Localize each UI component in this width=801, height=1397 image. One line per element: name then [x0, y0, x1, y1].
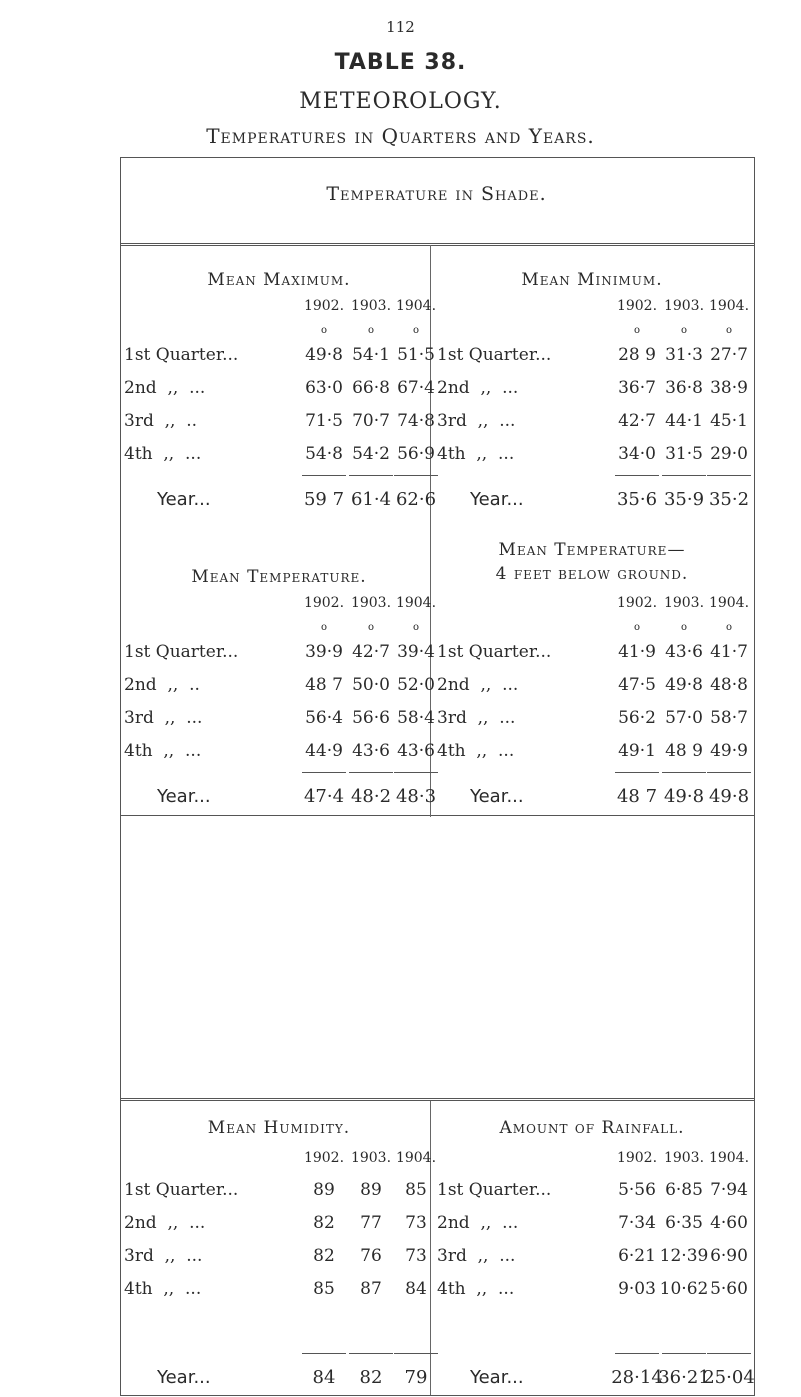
table-cell: 10·62	[659, 1279, 709, 1299]
table-cell: 49·1	[618, 741, 656, 761]
table-cell: 48·8	[710, 675, 748, 695]
divider-middle	[120, 815, 754, 816]
year-total-value: 47·4	[303, 786, 345, 807]
divider-bottom	[120, 1098, 754, 1101]
panel-title: Mean Minimum.	[521, 270, 663, 290]
year-total-label: Year...	[157, 786, 211, 807]
year-total-value: 48·3	[395, 786, 437, 807]
quarter-label: 3rd ,, ...	[124, 1246, 203, 1266]
quarter-label: 4th ,, ...	[437, 1279, 515, 1299]
table-cell: 58·4	[397, 708, 435, 728]
quarter-label: 2nd ,, ..	[124, 675, 200, 695]
table-cell: 67·4	[397, 378, 435, 398]
table-cell: 85	[405, 1180, 427, 1200]
year-header: 1903.	[350, 595, 392, 611]
table-cell: 54·2	[352, 444, 390, 464]
table-cell: 58·7	[710, 708, 748, 728]
table-cell: 89	[360, 1180, 382, 1200]
year-header: 1904.	[708, 298, 750, 314]
sum-rule	[302, 475, 346, 476]
sum-rule	[707, 772, 751, 773]
degree-mark: o	[680, 622, 688, 633]
year-header: 1904.	[708, 1150, 750, 1166]
quarter-label: 3rd ,, ..	[124, 411, 198, 431]
table-cell: 4·60	[710, 1213, 748, 1233]
divider-top	[120, 243, 754, 246]
quarter-label: 4th ,, ...	[437, 741, 515, 761]
sum-rule	[662, 1353, 706, 1354]
year-total-value: 35·9	[663, 489, 705, 510]
table-cell: 7·94	[710, 1180, 748, 1200]
degree-mark: o	[320, 622, 328, 633]
panel-title-line1: Mean Temperature—	[498, 540, 686, 560]
year-header: 1903.	[663, 298, 705, 314]
table-cell: 36·8	[665, 378, 703, 398]
panel-title: Mean Maximum.	[207, 270, 351, 290]
page-number: 112	[386, 18, 415, 36]
table-cell: 49·9	[710, 741, 748, 761]
quarter-label: 4th ,, ...	[124, 444, 202, 464]
year-header: 1904.	[708, 595, 750, 611]
degree-mark: o	[725, 325, 733, 336]
year-header: 1902.	[303, 595, 345, 611]
table-cell: 56·6	[352, 708, 390, 728]
main-title: METEOROLOGY.	[299, 89, 502, 114]
quarter-label: 1st Quarter...	[437, 1180, 552, 1200]
quarter-label: 3rd ,, ...	[437, 1246, 516, 1266]
table-cell: 52·0	[397, 675, 435, 695]
year-header: 1902.	[616, 1150, 658, 1166]
table-cell: 48 9	[665, 741, 703, 761]
table-cell: 6·21	[618, 1246, 656, 1266]
panel-title: Mean Temperature.	[191, 567, 367, 587]
table-cell: 31·3	[665, 345, 703, 365]
sum-rule	[662, 772, 706, 773]
table-cell: 54·8	[305, 444, 343, 464]
year-total-value: 62·6	[395, 489, 437, 510]
year-total-label: Year...	[470, 786, 524, 807]
year-total-value: 36·21	[658, 1367, 710, 1388]
table-cell: 6·35	[665, 1213, 703, 1233]
year-header: 1902.	[303, 1150, 345, 1166]
table-cell: 5·60	[710, 1279, 748, 1299]
quarter-label: 2nd ,, ...	[124, 378, 206, 398]
quarter-label: 2nd ,, ...	[437, 675, 519, 695]
quarter-label: 1st Quarter...	[124, 345, 239, 365]
degree-mark: o	[633, 325, 641, 336]
divider-base	[120, 1395, 754, 1396]
year-total-value: 35·2	[708, 489, 750, 510]
degree-mark: o	[725, 622, 733, 633]
quarter-label: 1st Quarter...	[124, 642, 239, 662]
table-cell: 82	[313, 1246, 335, 1266]
year-header: 1904.	[395, 595, 437, 611]
quarter-label: 2nd ,, ...	[124, 1213, 206, 1233]
sum-rule	[394, 475, 438, 476]
degree-mark: o	[633, 622, 641, 633]
table-cell: 57·0	[665, 708, 703, 728]
year-total-value: 25·04	[703, 1367, 755, 1388]
table-cell: 50·0	[352, 675, 390, 695]
year-total-value: 59 7	[303, 489, 345, 510]
year-header: 1902.	[616, 595, 658, 611]
panel-title: Mean Humidity.	[207, 1118, 351, 1138]
table-cell: 43·6	[665, 642, 703, 662]
table-cell: 54·1	[352, 345, 390, 365]
table-cell: 7·34	[618, 1213, 656, 1233]
table-cell: 47·5	[618, 675, 656, 695]
sum-rule	[349, 772, 393, 773]
year-total-value: 49·8	[663, 786, 705, 807]
table-frame	[120, 157, 755, 1396]
table-cell: 34·0	[618, 444, 656, 464]
degree-mark: o	[680, 325, 688, 336]
table-cell: 66·8	[352, 378, 390, 398]
table-cell: 29·0	[710, 444, 748, 464]
sum-rule	[302, 1353, 346, 1354]
sum-rule	[394, 772, 438, 773]
table-cell: 45·1	[710, 411, 748, 431]
table-cell: 63·0	[305, 378, 343, 398]
table-cell: 41·7	[710, 642, 748, 662]
section-title: Temperature in Shade.	[326, 183, 547, 205]
sum-rule	[662, 475, 706, 476]
table-cell: 82	[313, 1213, 335, 1233]
year-header: 1904.	[395, 298, 437, 314]
year-total-value: 49·8	[708, 786, 750, 807]
quarter-label: 1st Quarter...	[124, 1180, 239, 1200]
table-cell: 73	[405, 1246, 427, 1266]
table-cell: 39·9	[305, 642, 343, 662]
year-total-value: 61·4	[350, 489, 392, 510]
degree-mark: o	[367, 622, 375, 633]
year-total-value: 48 7	[616, 786, 658, 807]
table-cell: 71·5	[305, 411, 343, 431]
year-total-value: 82	[359, 1367, 383, 1388]
sum-rule	[394, 1353, 438, 1354]
year-total-label: Year...	[157, 1367, 211, 1388]
table-cell: 77	[360, 1213, 382, 1233]
table-cell: 51·5	[397, 345, 435, 365]
quarter-label: 4th ,, ...	[437, 444, 515, 464]
table-cell: 84	[405, 1279, 427, 1299]
year-header: 1903.	[350, 1150, 392, 1166]
degree-mark: o	[412, 325, 420, 336]
quarter-label: 2nd ,, ...	[437, 1213, 519, 1233]
year-total-value: 35·6	[616, 489, 658, 510]
table-number: TABLE 38.	[334, 50, 467, 75]
table-cell: 12·39	[659, 1246, 709, 1266]
year-total-label: Year...	[470, 489, 524, 510]
table-cell: 38·9	[710, 378, 748, 398]
table-cell: 89	[313, 1180, 335, 1200]
table-cell: 39·4	[397, 642, 435, 662]
sum-rule	[707, 475, 751, 476]
table-cell: 74·8	[397, 411, 435, 431]
year-total-label: Year...	[470, 1367, 524, 1388]
table-cell: 28 9	[618, 345, 656, 365]
panel-title: Amount of Rainfall.	[499, 1118, 685, 1138]
sum-rule	[615, 475, 659, 476]
year-total-value: 84	[312, 1367, 336, 1388]
table-cell: 44·9	[305, 741, 343, 761]
year-header: 1903.	[350, 298, 392, 314]
panel-title-line2: 4 feet below ground.	[495, 564, 689, 584]
year-header: 1904.	[395, 1150, 437, 1166]
table-cell: 56·9	[397, 444, 435, 464]
quarter-label: 1st Quarter...	[437, 345, 552, 365]
year-header: 1903.	[663, 595, 705, 611]
year-header: 1902.	[616, 298, 658, 314]
degree-mark: o	[367, 325, 375, 336]
sum-rule	[615, 1353, 659, 1354]
year-total-value: 79	[404, 1367, 428, 1388]
sub-title: Temperatures in Quarters and Years.	[206, 124, 595, 148]
table-cell: 56·2	[618, 708, 656, 728]
table-cell: 49·8	[665, 675, 703, 695]
table-cell: 87	[360, 1279, 382, 1299]
table-cell: 9·03	[618, 1279, 656, 1299]
table-cell: 70·7	[352, 411, 390, 431]
table-cell: 73	[405, 1213, 427, 1233]
year-total-value: 28·14	[611, 1367, 663, 1388]
quarter-label: 3rd ,, ...	[437, 411, 516, 431]
quarter-label: 2nd ,, ...	[437, 378, 519, 398]
sum-rule	[707, 1353, 751, 1354]
table-cell: 76	[360, 1246, 382, 1266]
year-total-value: 48·2	[350, 786, 392, 807]
sum-rule	[615, 772, 659, 773]
table-cell: 43·6	[352, 741, 390, 761]
table-cell: 5·56	[618, 1180, 656, 1200]
table-cell: 41·9	[618, 642, 656, 662]
table-cell: 42·7	[618, 411, 656, 431]
table-cell: 85	[313, 1279, 335, 1299]
table-cell: 43·6	[397, 741, 435, 761]
table-cell: 48 7	[305, 675, 343, 695]
table-cell: 6·85	[665, 1180, 703, 1200]
quarter-label: 3rd ,, ...	[437, 708, 516, 728]
sum-rule	[302, 772, 346, 773]
quarter-label: 1st Quarter...	[437, 642, 552, 662]
table-cell: 42·7	[352, 642, 390, 662]
table-cell: 31·5	[665, 444, 703, 464]
sum-rule	[349, 475, 393, 476]
table-cell: 36·7	[618, 378, 656, 398]
year-total-label: Year...	[157, 489, 211, 510]
table-cell: 49·8	[305, 345, 343, 365]
year-header: 1902.	[303, 298, 345, 314]
table-cell: 6·90	[710, 1246, 748, 1266]
degree-mark: o	[320, 325, 328, 336]
table-cell: 44·1	[665, 411, 703, 431]
sum-rule	[349, 1353, 393, 1354]
quarter-label: 4th ,, ...	[124, 741, 202, 761]
quarter-label: 3rd ,, ...	[124, 708, 203, 728]
table-cell: 56·4	[305, 708, 343, 728]
year-header: 1903.	[663, 1150, 705, 1166]
table-cell: 27·7	[710, 345, 748, 365]
degree-mark: o	[412, 622, 420, 633]
quarter-label: 4th ,, ...	[124, 1279, 202, 1299]
